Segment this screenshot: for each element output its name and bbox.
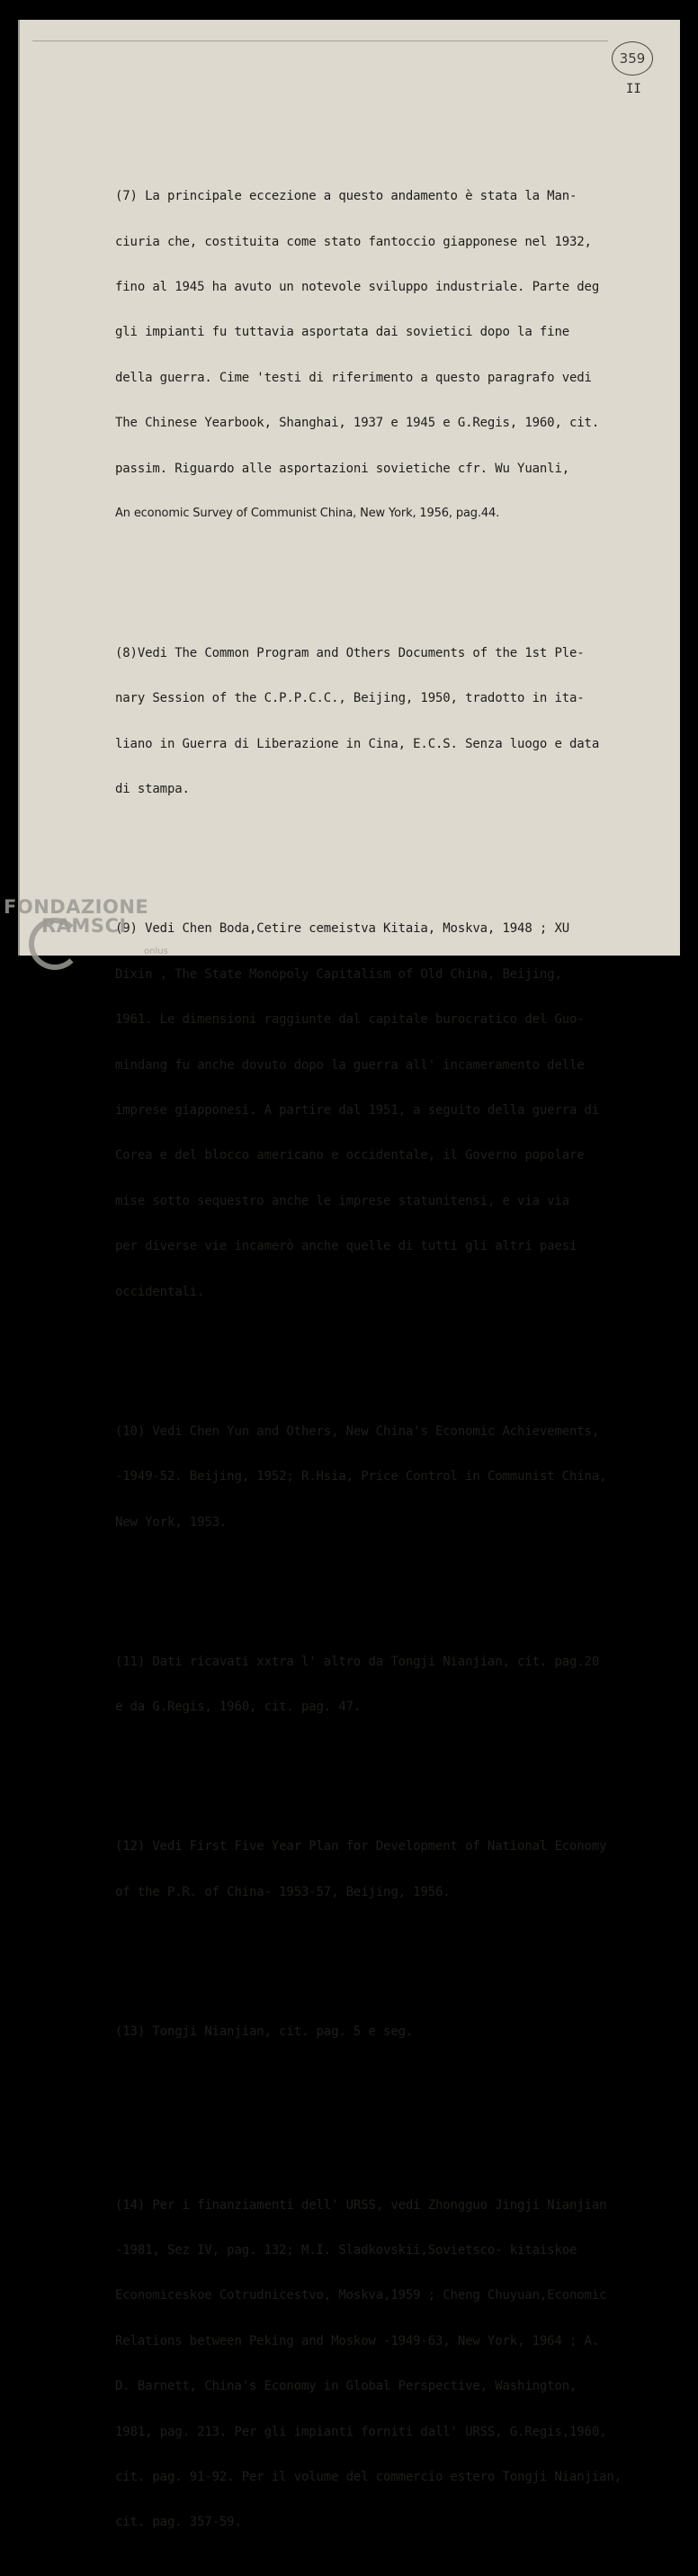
note-line: gli impianti fu tuttavia asportata dai sovietici dopo la fine [115, 325, 570, 340]
note-line: (11) Dati ricavati xxtra l' altro da Tongji Nianjian, cit. pag.20 [115, 1654, 600, 1669]
archive-page-stamp [612, 41, 653, 76]
note-line: The Chinese Yearbook, Shanghai, 1937 e 1945 e G.Regis, 1960, cit. [115, 416, 600, 431]
note-line: of the P.R. of China- 1953-57, Beijing, 1956. [115, 1884, 451, 1899]
note-13 [115, 1994, 677, 2069]
watermark-line-3: onlus [144, 947, 168, 956]
note-line: fino al 1945 ha avuto un notevole sviluppo industriale. Parte deg [115, 279, 600, 294]
watermark [4, 896, 148, 937]
note-10 [115, 1394, 677, 1560]
note-line: 1981, pag. 213. Per gli impianti forniti dall' URSS, G.Regis,1960, [115, 2424, 607, 2439]
note-line: mindang fu anche dovuto dopo la guerra all' incameramento delle [115, 1057, 585, 1073]
note-line: (12) Vedi First Five Year Plan for Development of National Economy [115, 1839, 607, 1854]
note-line: (7) La principale eccezione a questo andamento è stata la Man- [115, 189, 577, 204]
page-roman-numeral: II [626, 82, 641, 96]
note-8 [115, 616, 677, 828]
note-line: -1949-52. Beijing, 1952; R.Hsia, Price Control in Communist China, [115, 1469, 607, 1485]
note-line: Corea e del blocco americano e occidentale, il Governo popolare [115, 1148, 585, 1163]
note-line: New York, 1953. [115, 1514, 228, 1530]
stamp-number: 359 [619, 50, 646, 67]
note-9 [115, 892, 677, 1330]
note-line: cit. pag. 357-59. [115, 2515, 242, 2530]
note-line: D. Barnett, China's Economy in Global Perspective, Washington, [115, 2379, 577, 2394]
note-line: ciuria che, costituita come stato fantoccio giapponese nel 1932, [115, 234, 592, 249]
note-line: Economiceskoe Cotrudnicestvo, Moskva,1959 ; Cheng Chuyuan,Economic [115, 2288, 607, 2303]
footnotes-body [115, 129, 677, 2576]
note-line: (13) Tongji Nianjian, cit. pag. 5 e seg. [115, 2024, 414, 2039]
watermark-line-1: FONDAZIONE [4, 896, 149, 918]
note-line: Relations between Peking and Moskow -1949-63, New York, 1964 ; A. [115, 2333, 600, 2348]
note-line: imprese giapponesi. A partire dal 1951, a seguito della guerra di [115, 1103, 600, 1117]
top-rule [32, 40, 608, 41]
note-line: (10) Vedi Chen Yun and Others, New China's Economic Achievements, [115, 1423, 600, 1439]
note-line: occidentali. [115, 1284, 205, 1299]
note-line: An economic Survey of Communist China, New York, 1956, pag.44. [115, 506, 500, 520]
note-line: (8)Vedi The Common Program and Others Documents of the 1st Ple- [115, 646, 585, 661]
note-line: e da G.Regis, 1960, cit. pag. 47. [115, 1700, 362, 1715]
note-14 [115, 2168, 677, 2561]
note-line: di stampa. [115, 782, 190, 797]
note-line: nary Session of the C.P.P.C.C., Beijing, 1950, tradotto in ita- [115, 691, 585, 706]
note-line: (9) Vedi Chen Boda,Cetire cemeistva Kitaia, Moskva, 1948 ; XU [115, 921, 570, 937]
note-line: passim. Riguardo alle asportazioni sovietiche cfr. Wu Yuanli, [115, 461, 570, 476]
note-11 [115, 1624, 677, 1745]
note-7 [115, 159, 677, 552]
note-line: cit. pag. 91-92. Per il volume del commercio estero Tongji Nianjian, [115, 2469, 622, 2484]
note-line: 1961. Le dimensioni raggiunte dal capitale burocratico del Guo- [115, 1012, 585, 1028]
note-line: della guerra. Cime 'testi di riferimento a questo paragrafo vedi [115, 370, 592, 385]
note-line: (14) Per i finanziamenti dell' URSS, vedi Zhongguo Jingji Nianjian [115, 2197, 607, 2212]
note-line: mise sotto sequestro anche le imprese statunitensi, e via via [115, 1193, 570, 1208]
note-12 [115, 1809, 677, 1930]
note-line: per diverse vie incamerò anche quelle di tutti gli altri paesi [115, 1239, 577, 1254]
note-line: liano in Guerra di Liberazione in Cina, E.C.S. Senza luogo e data [115, 736, 600, 751]
note-line: Dixin , The State Monopoly Capitalism of Old China, Beijing, [115, 966, 562, 982]
watermark-line-2: RAMSCI [41, 915, 127, 937]
note-line: -1981, Sez IV, pag. 132; M.I. Sladkovskii,Sovietsco- kitaiskoe [115, 2242, 577, 2257]
